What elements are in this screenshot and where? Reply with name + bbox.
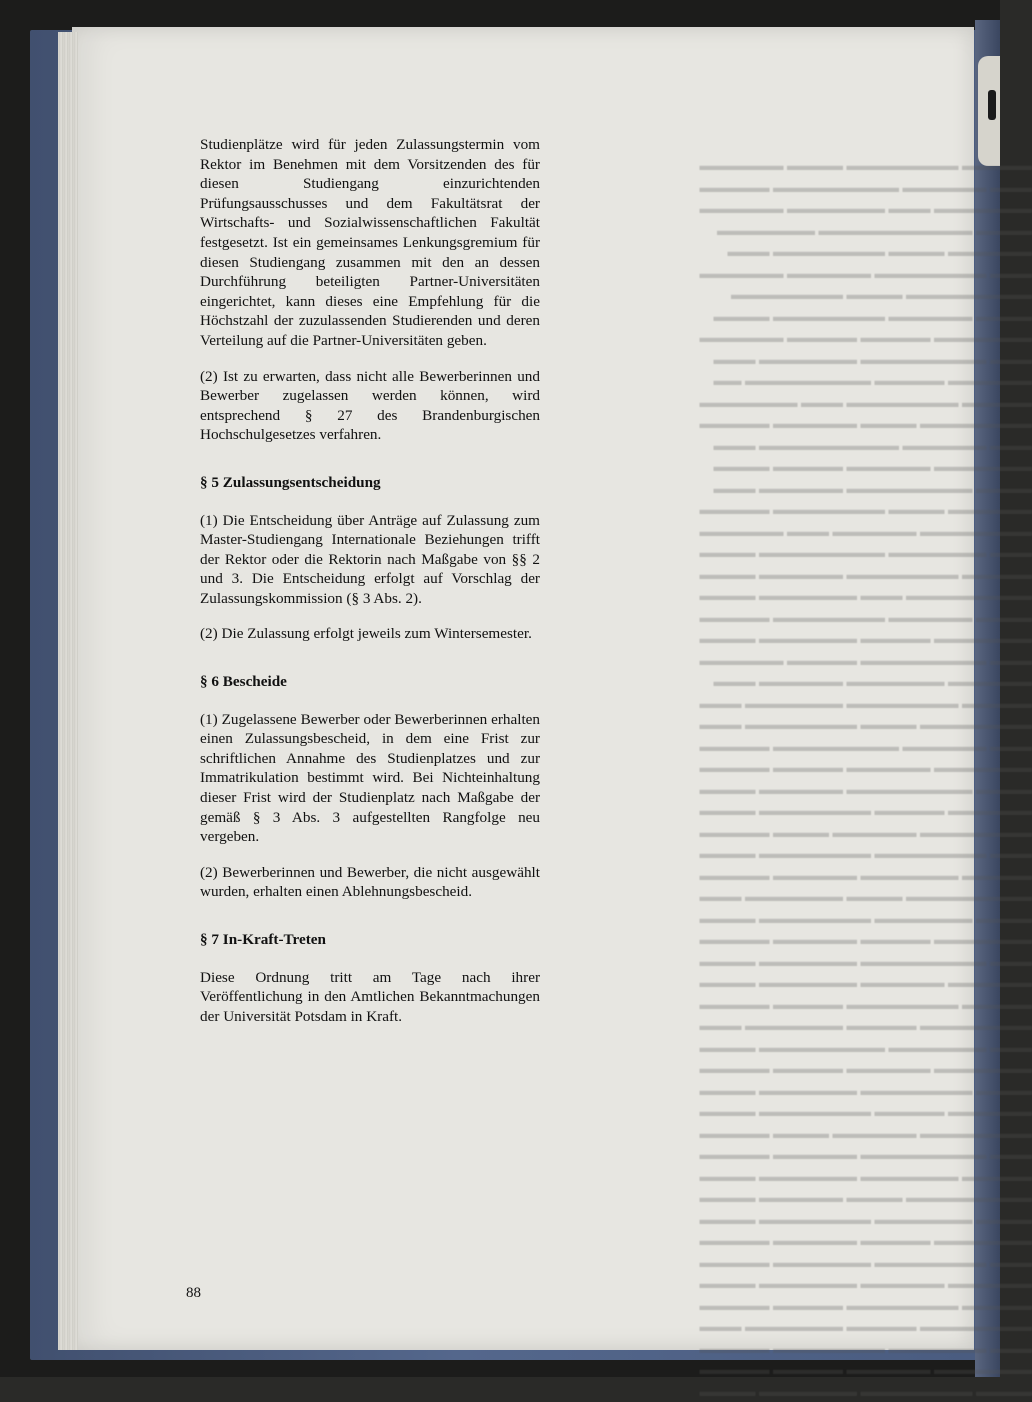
bleed-through-text: ▬▬▬▬▬ ▬▬▬▬▬▬▬▬ ▬▬▬▬ ▬▬▬▬▬▬ ▬▬▬ ▬▬▬▬▬▬ ▬▬▬▬▬▬▬▬▬ ▬▬▬▬▬ ▬▬▬▬▬▬▬ ▬▬▬ ▬▬▬▬▬▬▬ ▬▬▬▬▬▬ ▬▬▬▬ ▬▬▬▬▬▬▬▬▬▬▬ ▬▬▬▬▬▬▬ ▬▬▬▬▬▬ ▬▬▬▬ ▬▬▬▬▬▬▬▬ ▬▬▬ ▬▬▬ ▬▬▬▬▬▬▬▬ ▬▬▬▬▬▬ ▬▬▬▬▬▬ ▬▬▬▬▬▬▬▬▬ ▬▬▬▬ ▬▬▬▬▬▬▬▬ ▬▬▬▬ ▬▬▬▬▬▬ ▬▬▬▬▬▬▬▬ ▬▬▬▬ ▬▬▬▬▬▬▬ ▬▬▬▬▬ ▬▬▬▬▬ ▬▬▬▬▬▬ ▬▬▬ ▬▬▬▬▬▬▬▬▬ ▬▬▬▬▬▬▬ ▬▬▬ ▬▬▬▬▬▬ ▬▬▬▬▬ ▬▬▬▬▬▬▬▬▬ ▬▬ ▬▬▬▬▬ ▬▬▬▬▬▬▬▬ ▬▬▬ ▬▬▬▬▬▬▬ ▬▬▬▬▬▬▬▬ ▬▬▬▬ ▬▬▬▬▬▬ ▬▬▬▬▬ ▬▬▬ ▬▬▬▬▬▬ ▬▬▬▬▬▬▬▬▬▬ ▬▬▬ ▬▬▬▬▬▬▬ ▬▬▬▬▬▬ ▬▬▬▬▬ ▬▬▬▬ ▬▬▬▬ ▬▬▬▬▬▬▬▬▬ ▬▬▬▬▬▬ ▬▬▬ ▬▬▬▬▬▬ ▬▬▬▬ ▬▬▬▬▬▬▬▬ ▬▬▬▬▬ ▬▬▬▬▬▬▬▬ ▬▬▬▬▬▬ ▬▬▬ ▬▬▬▬▬▬ ▬▬▬ ▬▬▬▬▬▬▬ ▬▬▬▬▬▬▬▬▬ ▬▬▬▬ ▬▬▬▬▬ ▬▬▬▬▬▬▬▬ ▬▬▬▬▬▬ ▬▬▬▬ ▬▬▬▬▬▬▬▬▬ ▬▬▬ ▬▬▬▬▬▬▬ ▬▬▬▬ ▬▬▬▬ ▬▬▬▬▬▬ ▬▬▬▬▬▬▬▬ ▬▬▬▬▬ ▬▬▬▬▬▬▬ ▬▬▬▬▬ ▬▬▬▬▬▬▬ ▬▬▬▬ ▬▬▬ ▬▬▬▬▬▬▬▬▬ ▬▬▬▬▬ ▬▬▬▬▬▬ ▬▬▬▬▬▬ ▬▬▬▬▬▬▬ ▬▬▬▬▬▬ ▬▬▬ ▬▬▬▬▬ ▬▬▬▬▬▬▬▬ ▬▬▬▬▬▬▬ ▬▬▬ ▬▬▬▬▬▬▬▬ ▬▬▬▬ ▬▬▬▬▬▬▬▬ ▬▬▬ ▬▬▬ ▬▬▬▬▬▬ ▬▬▬▬▬▬▬▬▬ ▬▬▬▬▬ ▬▬▬▬▬▬▬ ▬▬▬▬▬▬ ▬▬▬▬▬ ▬▬▬▬▬ ▬▬▬▬ ▬▬▬▬▬▬▬▬▬ ▬▬▬▬▬▬ ▬▬▬▬ ▬▬▬▬▬▬ ▬▬▬▬▬ ▬▬▬▬▬▬▬▬ ▬▬▬▬ ▬▬▬▬▬▬▬▬ ▬▬▬▬▬▬ ▬▬▬▬ ▬▬▬▬▬ ▬▬▬ ▬▬▬▬▬▬▬▬ ▬▬▬▬▬▬▬▬ ▬▬▬▬ ▬▬▬▬▬ ▬▬▬▬▬▬▬ ▬▬▬▬▬▬ ▬▬▬▬▬ ▬▬▬▬▬▬▬▬▬ ▬▬▬▬ ▬▬▬▬▬▬▬ ▬▬▬ ▬▬▬▬ ▬▬▬▬▬▬▬ ▬▬▬▬▬▬▬▬ ▬▬▬▬ ▬▬▬▬▬▬▬ ▬▬▬▬▬ ▬▬▬▬▬▬ ▬▬▬▬▬ ▬▬▬ ▬▬▬▬▬▬▬▬▬ ▬▬▬▬▬▬▬ ▬▬▬▬ ▬▬▬▬▬▬ ▬▬▬▬▬▬ ▬▬▬▬▬▬▬ ▬▬▬▬ ▬▬▬▬▬ ▬▬▬▬▬▬▬▬ ▬▬▬▬▬ ▬▬▬▬▬ ▬▬▬▬▬▬▬▬ ▬▬▬▬▬ ▬▬▬▬▬▬▬ ▬▬▬ ▬▬▬ ▬▬▬▬▬▬▬ ▬▬▬▬▬▬▬▬▬ ▬▬▬▬ ▬▬▬▬▬▬▬ ▬▬▬▬▬▬ ▬▬▬▬▬ ▬▬▬▬▬ ▬▬▬▬ ▬▬▬▬▬▬▬▬ ▬▬▬▬▬▬▬ ▬▬▬▬ ▬▬▬▬▬▬ ▬▬▬▬▬ ▬▬▬▬▬▬▬▬ ▬▬▬▬ ▬▬▬▬▬▬▬▬ ▬▬▬▬▬▬ ▬▬▬▬ ▬▬▬▬▬ ▬▬▬ ▬▬▬▬▬▬▬▬▬ ▬▬▬▬▬▬ ▬▬▬▬▬ ▬▬▬▬▬ ▬▬▬▬▬▬▬ ▬▬▬▬▬▬▬ ▬▬▬▬ ▬▬▬▬▬▬▬▬▬ ▬▬▬▬ ▬▬▬▬▬▬ ▬▬▬▬ ▬▬▬▬ ▬▬▬▬▬▬▬ ▬▬▬▬▬▬▬▬ ▬▬▬▬ ▬▬▬▬▬▬▬ ▬▬▬▬▬ ▬▬▬▬▬▬ ▬▬▬▬▬ ▬▬▬ ▬▬▬▬▬▬▬▬ ▬▬▬▬▬▬▬ ▬▬▬▬▬ ▬▬▬▬▬▬ ▬▬▬▬▬▬ ▬▬▬▬▬▬▬ ▬▬▬▬ ▬▬▬▬▬ ▬▬▬▬▬▬▬▬ ▬▬▬▬▬ ▬▬▬▬▬ ▬▬▬▬▬▬▬▬ ▬▬▬▬▬ ▬▬▬▬▬▬▬ ▬▬▬ ▬▬▬ ▬▬▬▬▬▬▬ ▬▬▬▬▬▬▬▬ ▬▬▬▬▬ ▬▬▬▬▬▬▬ ▬▬▬▬▬▬ ▬▬▬▬▬ ▬▬▬▬▬ ▬▬▬▬ ▬▬▬▬▬▬▬▬ ▬▬▬▬▬▬▬ ▬▬▬▬ xyxy=(699,159,1032,1400)
paragraph-2: (2) Ist zu erwarten, dass nicht alle Bewerberinnen und Bewerber zugelassen werden können, wird entsprechend § 27 des Brandenburgischen Hochschulgesetzes verfahren. xyxy=(200,367,540,444)
stamp-mark xyxy=(988,90,996,120)
document-body xyxy=(200,135,540,1042)
page-edges xyxy=(58,32,78,1350)
section-7-paragraph-1: Diese Ordnung tritt am Tage nach ihrer Veröffentlichung in den Amtlichen Bekanntmachungen der Universität Potsdam in Kraft. xyxy=(200,968,540,1025)
section-6-heading: § 6 Bescheide xyxy=(200,673,287,691)
section-6-paragraph-2: (2) Bewerberinnen und Bewerber, die nicht ausgewählt wurden, erhalten einen Ablehnungsbescheid. xyxy=(200,863,540,901)
page-number: 88 xyxy=(186,1285,201,1301)
section-5-paragraph-2: (2) Die Zulassung erfolgt jeweils zum Wintersemester. xyxy=(200,625,532,643)
section-6-paragraph-1: (1) Zugelassene Bewerber oder Bewerberinnen erhalten einen Zulassungsbescheid, in dem eine Frist zur schriftlichen Annahme des Studienplatzes und zur Immatrikulation bestimmt wird. Bei Nichteinhaltung dieser Frist wird der Studienplatz nach Maßgabe der gemäß § 3 Abs. 3 aufgestellten Rangfolge neu vergeben. xyxy=(200,710,540,846)
section-7-heading: § 7 In-Kraft-Treten xyxy=(200,931,326,948)
section-5-paragraph-1: (1) Die Entscheidung über Anträge auf Zulassung zum Master-Studiengang Internationale Beziehungen trifft der Rektor oder die Rektorin nach Maßgabe von §§ 2 und 3. Die Entscheidung erfolgt auf Vorschlag der Zulassungskommission (§ 3 Abs. 2). xyxy=(200,511,540,607)
section-5-heading: § 5 Zulassungsentscheidung xyxy=(200,473,381,491)
paragraph-1: Studienplätze wird für jeden Zulassungstermin vom Rektor im Benehmen mit dem Vorsitzenden des für diesen Studiengang einzurichtenden Prüfungsausschusses und dem Fakultätsrat der Wirtschafts- und Sozialwissenschaftlichen Fakultät festgesetzt. Ist ein gemeinsames Lenkungsgremium für diesen Studiengang zusammen mit den an dessen Durchführung beteiligten Partner-Universitäten eingerichtet, kann dieses eine Empfehlung für die Höchstzahl der zuzulassenden Studierenden und deren Verteilung auf die Partner-Universitäten geben. xyxy=(200,136,540,349)
